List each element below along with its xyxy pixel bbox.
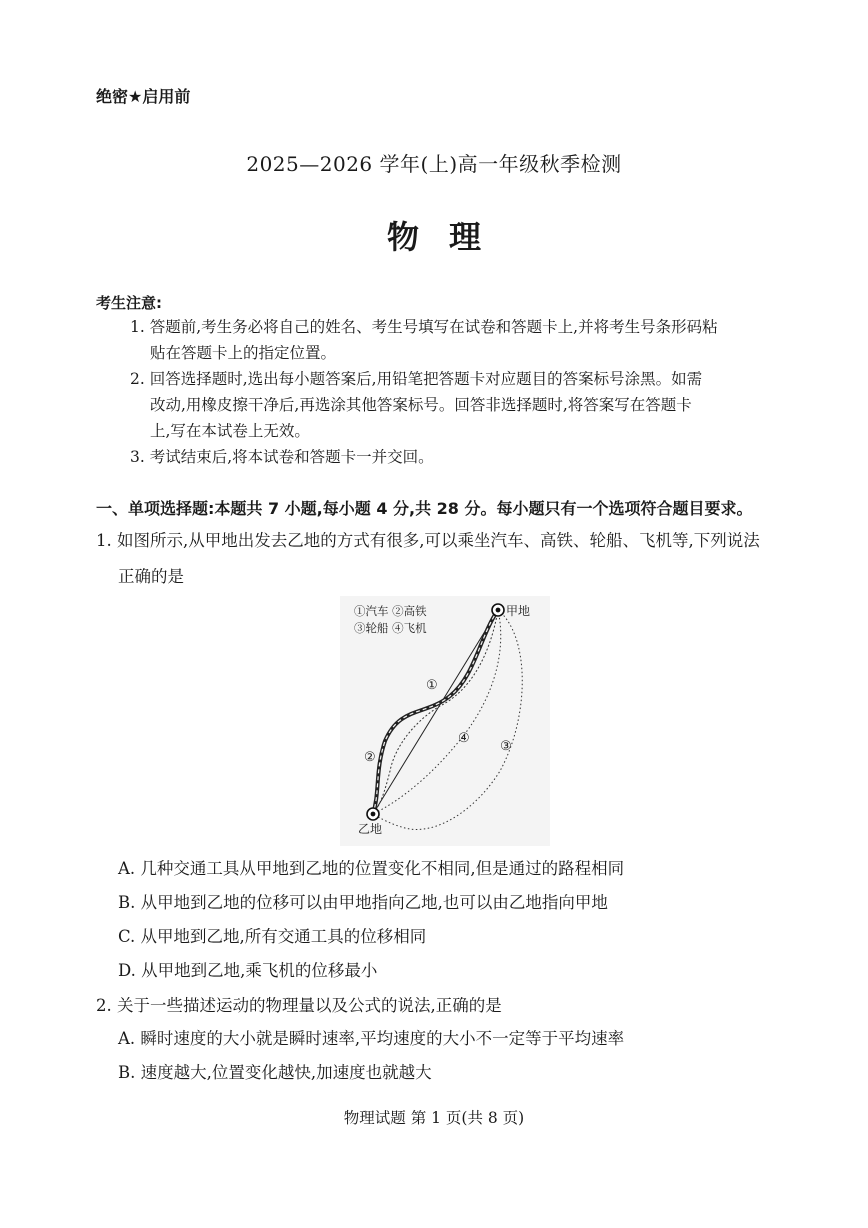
page-footer: 物理试题 第 1 页(共 8 页) [343,1109,525,1127]
start-point-dot [496,608,501,613]
question-1-option-d: D. 从甲地到乙地,乘飞机的位移最小 [118,961,378,980]
subject-title: 物理 [386,218,511,256]
end-point-dot [371,812,376,817]
notice-item-1-cont: 贴在答题卡上的指定位置。 [150,344,337,362]
question-1-option-b: B. 从甲地到乙地的位移可以由甲地指向乙地,也可以由乙地指向甲地 [118,893,608,912]
route-map-figure [340,596,550,846]
start-label: 甲地 [506,604,531,618]
notice-item-1: 1. 答题前,考生务必将自己的姓名、考生号填写在试卷和答题卡上,并将考生号条形码粘 [130,318,718,336]
notice-item-3: 3. 考试结束后,将本试卷和答题卡一并交回。 [130,448,434,466]
route-2-label: ② [364,750,376,765]
end-label: 乙地 [358,822,383,836]
route-1-label: ① [426,678,438,693]
legend-line-1: ①汽车 ②高铁 [354,604,427,618]
notice-item-2-cont2: 上,写在本试卷上无效。 [150,422,310,440]
notice-heading: 考生注意: [96,294,162,312]
question-1-stem-cont: 正确的是 [118,567,184,586]
legend-line-2: ③轮船 ④飞机 [354,621,427,635]
notice-item-2-cont: 改动,用橡皮擦干净后,再选涂其他答案标号。回答非选择题时,将答案写在答题卡 [150,396,692,414]
route-4-label: ④ [458,731,470,746]
exam-title: 2025—2026 学年(上)高一年级秋季检测 [246,152,622,176]
question-2-option-b: B. 速度越大,位置变化越快,加速度也就越大 [118,1063,432,1082]
notice-item-2: 2. 回答选择题时,选出每小题答案后,用铅笔把答题卡对应题目的答案标号涂黑。如需 [130,370,703,388]
section-heading: 一、单项选择题:本题共 7 小题,每小题 4 分,共 28 分。每小题只有一个选项符合题目要求。 [96,499,753,518]
question-1-option-c: C. 从甲地到乙地,所有交通工具的位移相同 [118,927,427,946]
route-3-label: ③ [500,739,512,754]
question-2-option-a: A. 瞬时速度的大小就是瞬时速率,平均速度的大小不一定等于平均速率 [118,1029,625,1048]
question-2-stem: 2. 关于一些描述运动的物理量以及公式的说法,正确的是 [96,996,502,1015]
question-1-stem: 1. 如图所示,从甲地出发去乙地的方式有很多,可以乘坐汽车、高铁、轮船、飞机等,下列说法 [96,531,760,550]
confidential-mark: 绝密★启用前 [96,87,191,106]
question-1-option-a: A. 几种交通工具从甲地到乙地的位置变化不相同,但是通过的路程相同 [118,859,625,878]
